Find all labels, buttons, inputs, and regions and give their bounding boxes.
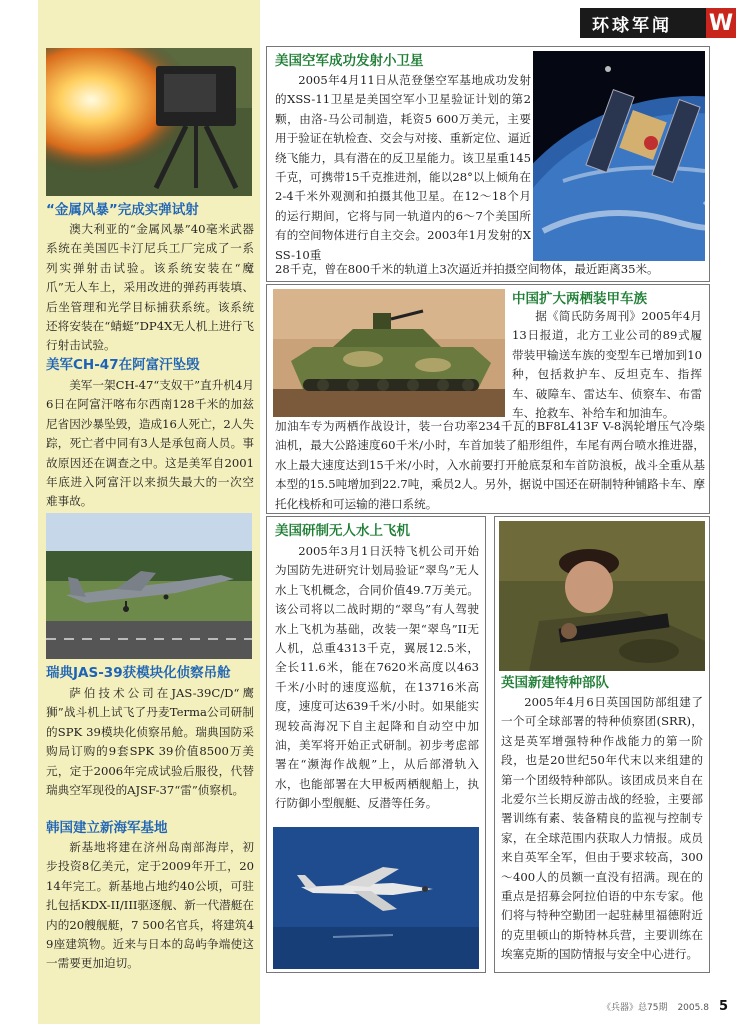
- jas39-title: 瑞典JAS-39获模块化侦察吊舱: [46, 665, 231, 681]
- section-title: 环球军闻: [592, 15, 672, 36]
- section-badge: W: [706, 8, 736, 38]
- xss11-body-lower: 28千克，曾在800千米的轨道上3次逼近并拍摄空间物体，最近距离35米。: [275, 262, 659, 276]
- uk-sf-body: 2005年4月6日英国国防部组建了一个可全球部署的特种侦察团(SRR)，这是英军增强特种作战能力的第一阶段，也是20世纪50年代末以来组建的第一个团级特种部队。该团成员来自在北爱尔兰长期反游击战的经验，主要部署训练有素、装备精良的监视与控制专家，在全球范围内获取人力情报。成员来自英军全军，但由于要求较高，300～400人的员额一直没有招满。现在的重点是招募会阿拉伯语的中东专家。他们将与特种空勤团一起驻赫里福德附近的克里顿山的斯特林兵营，主要训练在埃塞克斯的国防情报与安全中心进行。: [501, 695, 703, 962]
- uk-sf-article: [494, 516, 710, 973]
- page-number: 5: [718, 999, 728, 1014]
- seaplane-body: 2005年3月1日沃特飞机公司开始为国防先进研究计划局验证“翠鸟”无人水上飞机概念，合同价值49.7万美元。该公司将以二战时期的“翠鸟”有人驾驶水上飞机为基础，改装一架“翠鸟”II无人机，总重4313千克，翼展12.5米，全长11.6米，能在7620米高度以463千米/小时的速度巡航，在13716米高度，速度可达639千米/小时。如果能实现较高海况下自主起降和自动空中加油，美军将开始正式研制。初步考虑部署在“濒海作战舰”上，从后部滑轨入水，也能部署在大甲板两栖舰船上，执行防御小型舰艇、反潜等任务。: [275, 544, 479, 811]
- jas39-photo: [46, 513, 252, 659]
- ch47-body: 美军一架CH-47“支奴干”直升机4月6日在阿富汗喀布尔西南128千米的加兹尼省因沙暴坠毁，造成16人死亡，2人失踪，死亡者中同有3人是承包商人员。事故原因还在调查之中。这是美军自2001年底进入阿富汗以来损失最大的一次空难事故。: [46, 378, 254, 509]
- footer-date: 2005.8: [677, 1003, 709, 1013]
- china-ifv-photo: [273, 289, 505, 417]
- xss11-body-upper: 2005年4月11日从范登堡空军基地成功发射的XSS-11卫星是美国空军小卫星验证计划的第2颗，由洛-马公司制造，耗资5 600万美元，主要用于验证在轨检查、交会与对接、重新定位、逼近绕飞能力，具有潜在的反卫星能力。该卫星重145千克，可携带15千克推进剂，能以28°以上倾角在2-4千米外观测和拍摄其他卫星。在12～18个月的运行期间，它将与同一轨道内的6～7个美国所有的空间物体进行自主交会。2003年1月发射的XSS-10重: [275, 73, 531, 262]
- china-ifv-title: 中国扩大两栖装甲车族: [512, 291, 647, 307]
- footer-issue: 《兵器》总75期: [602, 1003, 668, 1013]
- jas39-body: 萨伯技术公司在JAS-39C/D“鹰狮”战斗机上试飞了丹麦Terma公司研制的SPK 39模块化侦察吊舱。瑞典国防采购局订购的9套SPK 39价值8500万美元，定于2006年完成试验后服役，代替瑞典空军现役的AJSF-37“雷”侦察机。: [46, 686, 254, 798]
- korea-base-body: 新基地将建在济州岛南部海岸，初步投资8亿美元，定于2009年开工，2014年完工。新基地占地约40公顷，可驻扎包括KDX-II/III驱逐舰、新一代潜艇在内的20艘舰艇，7 500名官兵，将建筑49座建筑物。近来与日本的岛屿争端使这一需要更加迫切。: [46, 840, 254, 971]
- metal-storm-title: “金属风暴”完成实弹试射: [46, 202, 199, 218]
- seaplane-title: 美国研制无人水上飞机: [275, 523, 410, 539]
- metal-storm-body: 澳大利亚的“金属风暴”40毫米武器系统在美国匹卡汀尼兵工厂完成了一系列实弹射击试验。该系统安装在“魔爪”无人车上，采用改进的弹药再装填、后坐管理和光学目标捕获系统。该系统还将安装在“蜻蜓”DP4X无人机上进行飞行射击试验。: [46, 222, 254, 353]
- xss11-title: 美国空军成功发射小卫星: [275, 53, 424, 69]
- seaplane-photo: [273, 827, 479, 969]
- korea-base-title: 韩国建立新海军基地: [46, 820, 168, 836]
- page-footer: [602, 999, 728, 1014]
- uk-sf-title: 英国新建特种部队: [501, 675, 609, 691]
- xss11-article: [266, 46, 710, 282]
- ch47-title: 美军CH-47在阿富汗坠毁: [46, 357, 200, 373]
- xss11-satellite-photo: [533, 51, 705, 261]
- left-column: [38, 0, 260, 1024]
- uk-sf-photo: [499, 521, 705, 671]
- section-header: [580, 8, 736, 38]
- seaplane-article: [266, 516, 486, 973]
- china-ifv-body-right: 据《简氏防务周刊》2005年4月13日报道，北方工业公司的89式履带装甲输送车族的变型车已增加到10种，包括救护车、反坦克车、指挥车、破障车、雷达车、侦察车、布雷车、抢救车、补给车和加油车。: [512, 309, 702, 421]
- china-ifv-article: [266, 284, 710, 514]
- china-ifv-body-full: 加油车专为两栖作战设计，装一台功率234千瓦的BF8L413F V-8涡轮增压气冷柴油机，最大公路速度60千米/小时，车首加装了船形组件，车尾有两台喷水推进器，水上最大速度达到15千米/小时，入水前要打开舱底泵和车首防浪板，战斗全重从基本型的15.5吨增加到22.7吨，乘员2人。另外，据说中国还在研制特种铺路卡车、摩托化栈桥和可运输的港口系统。: [275, 419, 706, 511]
- metal-storm-photo: [46, 48, 252, 196]
